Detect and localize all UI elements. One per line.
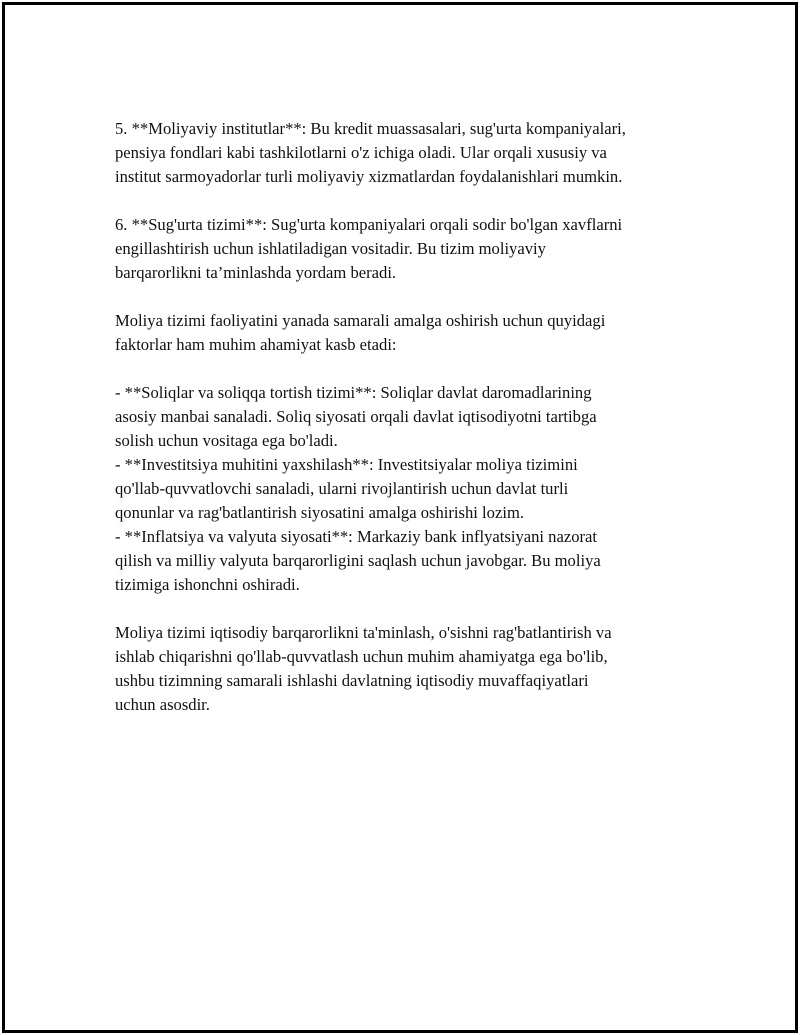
list-item-line: - **Soliqlar va soliqqa tortish tizimi**: Soliqlar davlat daromadlarining bbox=[115, 383, 592, 402]
paragraph-spacer bbox=[115, 189, 705, 213]
text-line: uchun asosdir. bbox=[115, 695, 210, 714]
list-item-line: - **Investitsiya muhitini yaxshilash**: Investitsiyalar moliya tizimini bbox=[115, 455, 578, 474]
paragraph-spacer bbox=[115, 285, 705, 309]
text-line: Moliya tizimi faoliyatini yanada samarali amalga oshirish uchun quyidagi bbox=[115, 311, 606, 330]
text-line: faktorlar ham muhim ahamiyat kasb etadi: bbox=[115, 335, 397, 354]
text-line: institut sarmoyadorlar turli moliyaviy xizmatlardan foydalanishlari mumkin. bbox=[115, 167, 623, 186]
paragraph-spacer bbox=[115, 597, 705, 621]
text-line: 6. **Sug'urta tizimi**: Sug'urta kompaniyalari orqali sodir bo'lgan xavflarni bbox=[115, 215, 623, 234]
text-line: barqarorlikni ta’minlashda yordam beradi. bbox=[115, 263, 397, 282]
list-item-line: solish uchun vositaga ega bo'ladi. bbox=[115, 431, 338, 450]
paragraph-factors-list bbox=[115, 381, 705, 597]
document-body bbox=[115, 117, 705, 717]
text-line: pensiya fondlari kabi tashkilotlarni o'z ichiga oladi. Ular orqali xususiy va bbox=[115, 143, 607, 162]
text-line: ishlab chiqarishni qo'llab-quvvatlash uchun muhim ahamiyatga ega bo'lib, bbox=[115, 647, 608, 666]
list-item-line: qilish va milliy valyuta barqarorligini saqlash uchun javobgar. Bu moliya bbox=[115, 551, 601, 570]
paragraph-spacer bbox=[115, 357, 705, 381]
list-item-line: - **Inflatsiya va valyuta siyosati**: Markaziy bank inflyatsiyani nazorat bbox=[115, 527, 597, 546]
paragraph-conclusion bbox=[115, 621, 705, 717]
text-line: ushbu tizimning samarali ishlashi davlatning iqtisodiy muvaffaqiyatlari bbox=[115, 671, 589, 690]
text-line: engillashtirish uchun ishlatiladigan vositadir. Bu tizim moliyaviy bbox=[115, 239, 546, 258]
paragraph-insurance-system bbox=[115, 213, 705, 285]
list-item-line: qonunlar va rag'batlantirish siyosatini amalga oshirishi lozim. bbox=[115, 503, 524, 522]
list-item-line: asosiy manbai sanaladi. Soliq siyosati orqali davlat iqtisodiyotni tartibga bbox=[115, 407, 597, 426]
text-line: Moliya tizimi iqtisodiy barqarorlikni ta'minlash, o'sishni rag'batlantirish va bbox=[115, 623, 612, 642]
paragraph-factors-intro bbox=[115, 309, 705, 357]
list-item-line: qo'llab-quvvatlovchi sanaladi, ularni rivojlantirish uchun davlat turli bbox=[115, 479, 569, 498]
list-item-line: tizimiga ishonchni oshiradi. bbox=[115, 575, 300, 594]
paragraph-financial-institutions bbox=[115, 117, 705, 189]
text-line: 5. **Moliyaviy institutlar**: Bu kredit muassasalari, sug'urta kompaniyalari, bbox=[115, 119, 626, 138]
